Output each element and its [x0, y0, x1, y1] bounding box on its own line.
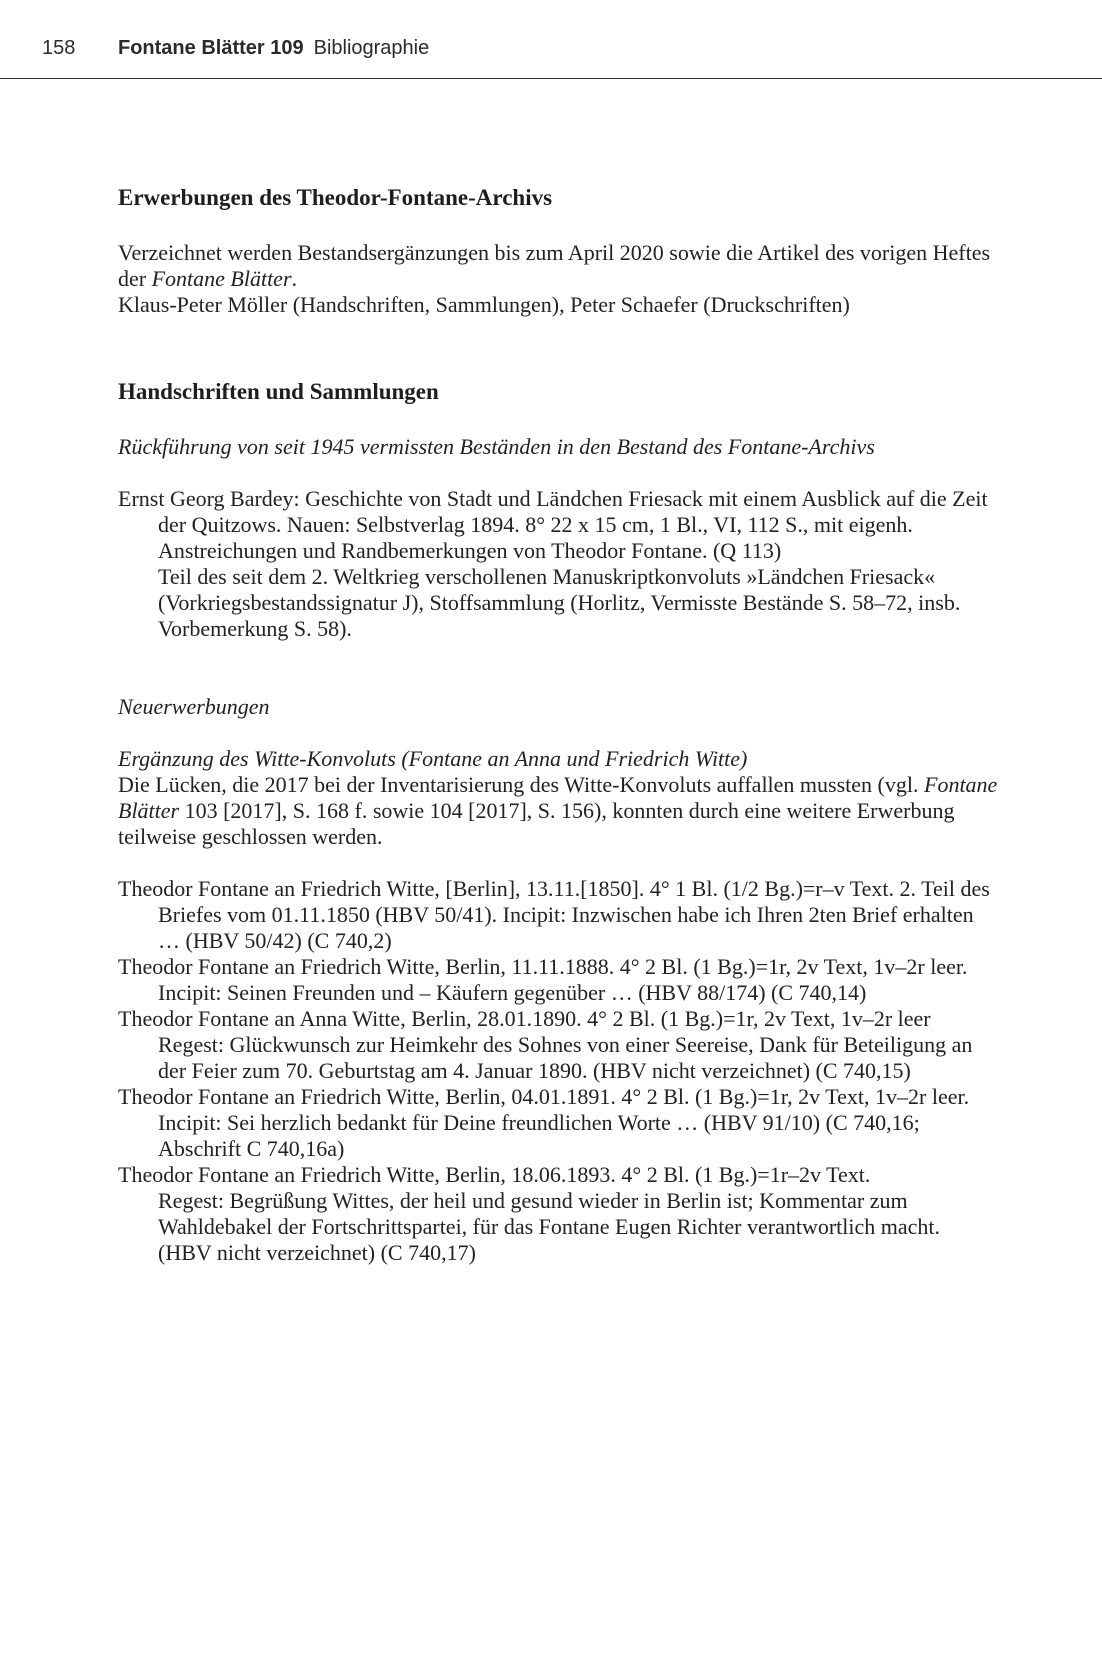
section-name: Bibliographie — [313, 37, 430, 59]
editors-line: Klaus-Peter Möller (Handschriften, Sammlungen), Peter Schaefer (Druckschriften) — [118, 292, 850, 317]
page-number: 158 — [42, 37, 76, 59]
letter-entry: Theodor Fontane an Anna Witte, Berlin, 28.01.1890. 4° 2 Bl. (1 Bg.)=1r, 2v Text, 1v–2r leer — [118, 1006, 931, 1031]
letter-entry: Theodor Fontane an Friedrich Witte, [Berlin], 13.11.[1850]. 4° 1 Bl. (1/2 Bg.)=r–v Text. 2. Teil des Briefes vom 01.11.1850 (HBV 50/41). Incipit: Inzwischen habe ich Ihren 2ten Brief erhalten … (HBV 50/42) (C 740,2) — [118, 876, 990, 953]
subsection-return: Rückführung von seit 1945 vermissten Beständen in den Bestand des Fontane-Archivs — [118, 434, 875, 459]
letter-regest: Regest: Glückwunsch zur Heimkehr des Sohnes von einer Seereise, Dank für Beteiligung an der Feier zum 70. Geburtstag am 4. Januar 1890. (HBV nicht verzeichnet) (C 740,15) — [158, 1032, 973, 1083]
letter-entry: Theodor Fontane an Friedrich Witte, Berlin, 04.01.1891. 4° 2 Bl. (1 Bg.)=1r, 2v Text, 1v–2r leer. Incipit: Sei herzlich bedankt für Deine freundlichen Worte … (HBV 91/10) (C 740,16; Abschrift C 740,16a) — [118, 1084, 970, 1161]
letter-entry: Theodor Fontane an Friedrich Witte, Berlin, 18.06.1893. 4° 2 Bl. (1 Bg.)=1r–2v Text. — [118, 1162, 871, 1187]
journal-reference: Fontane Blätter — [151, 266, 292, 291]
journal-title: Fontane Blätter 109 — [118, 37, 304, 59]
journal-reference: Fontane Blätter — [118, 772, 998, 823]
bibliography-entry-bardey: Ernst Georg Bardey: Geschichte von Stadt und Ländchen Friesack mit einem Ausblick auf die Zeit der Quitzows. Nauen: Selbstverlag 1894. 8° 22 x 15 cm, 1 Bl., VI, 112 S., mit eigenh. Anstreichungen und Randbemerkungen von Theodor Fontane. (Q 113) — [118, 486, 988, 563]
running-head — [42, 34, 429, 62]
main-text — [118, 184, 998, 1266]
header-rule — [0, 78, 1102, 79]
intro-paragraph: Verzeichnet werden Bestandsergänzungen bis zum April 2020 sowie die Artikel des vorigen Heftes der Fontane Blätter. — [118, 240, 991, 291]
subsection-new-acquisitions: Neuerwerbungen — [118, 694, 270, 719]
section-heading-manuscripts: Handschriften und Sammlungen — [118, 379, 439, 404]
article-title: Erwerbungen des Theodor-Fontane-Archivs — [118, 185, 553, 210]
entry-note-bardey: Teil des seit dem 2. Weltkrieg verschollenen Manuskriptkonvoluts »Ländchen Friesack« (Vorkriegsbestandssignatur J), Stoffsammlung (Horlitz, Vermisste Bestände S. 58–72, insb. Vorbemerkung S. 58). — [158, 564, 961, 641]
witte-intro: Die Lücken, die 2017 bei der Inventarisierung des Witte-Konvoluts auffallen mussten (vgl. Fontane Blätter 103 [2017], S. 168 f. sowie 104 [2017], S. 156), konnten durch eine weitere Erwerbung teilweise geschlossen werden. — [118, 772, 998, 849]
letter-entry: Theodor Fontane an Friedrich Witte, Berlin, 11.11.1888. 4° 2 Bl. (1 Bg.)=1r, 2v Text, 1v–2r leer. Incipit: Seinen Freunden und – Käufern gegenüber … (HBV 88/174) (C 740,14) — [118, 954, 968, 1005]
letter-regest: Regest: Begrüßung Wittes, der heil und gesund wieder in Berlin ist; Kommentar zum Wahldebakel der Fortschrittspartei, für das Fontane Eugen Richter verantwortlich macht. (HBV nicht verzeichnet) (C 740,17) — [158, 1188, 941, 1265]
witte-heading: Ergänzung des Witte-Konvoluts (Fontane an Anna und Friedrich Witte) — [118, 746, 748, 771]
